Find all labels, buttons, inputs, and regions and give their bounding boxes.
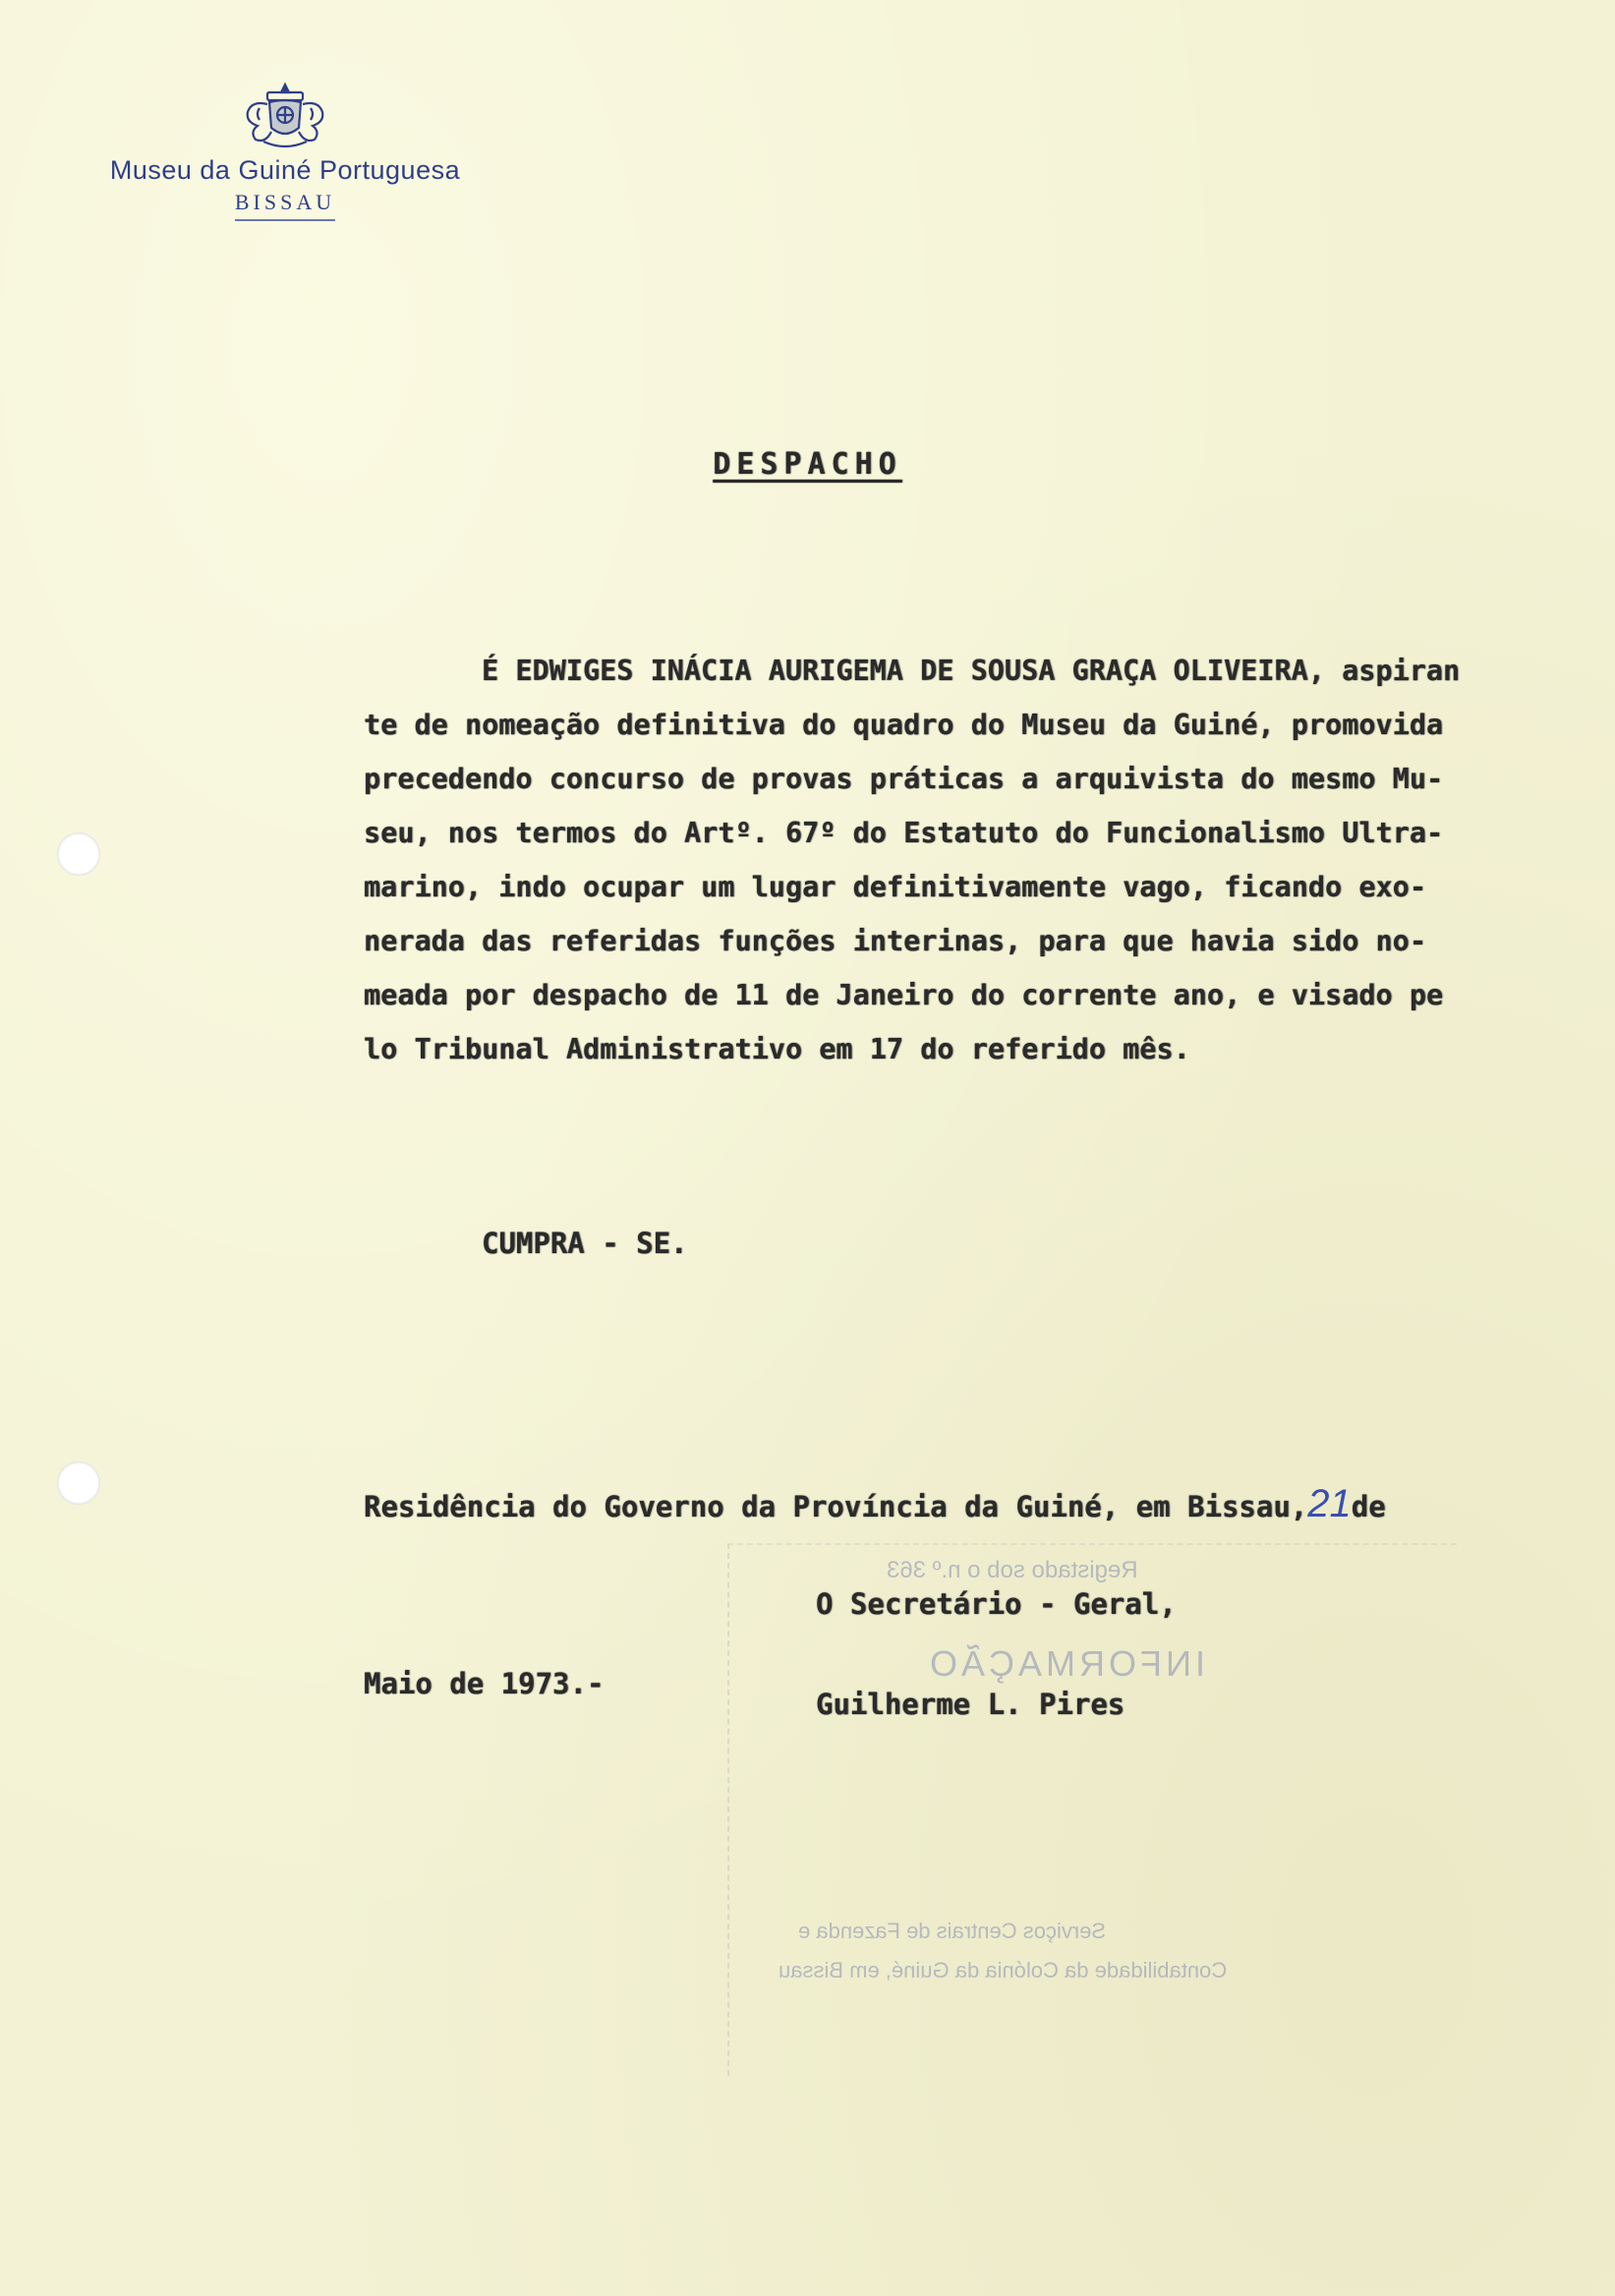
closing-formula: CUMPRA - SE. [482,1227,688,1260]
body-line: marino, indo ocupar um lugar definitivamente vago, ficando exo- [364,871,1426,903]
signatory-title: O Secretário - Geral, [816,1587,1177,1621]
body-line: lo Tribunal Administrativo em 17 do referido mês. [364,1033,1190,1065]
coat-of-arms-icon [238,79,332,153]
signatory-name: Guilherme L. Pires [816,1688,1125,1721]
document-title [0,447,1615,482]
body-line: nerada das referidas funções interinas, para que havia sido no- [364,925,1426,957]
signature-block [816,1587,1177,1721]
stamp-line: Serviços Centrais de Fazenda e [798,1919,1107,1943]
stamp-line: INFORMAÇÃO [926,1643,1206,1684]
body-line: precedendo concurso de provas práticas a arquivista do mesmo Mu- [364,763,1444,795]
document-body [364,644,1607,1076]
place-date-line-1 [364,1474,1386,1536]
punch-hole-bottom [57,1462,100,1505]
place-date-prefix: Residência do Governo da Província da Guiné, em Bissau, [364,1490,1308,1523]
document-title-text: DESPACHO [713,447,902,482]
body-line: seu, nos termos do Artº. 67º do Estatuto do Funcionalismo Ultra- [364,817,1444,849]
body-line: te de nomeação definitiva do quadro do Museu da Guiné, promovida [364,709,1444,741]
punch-hole-top [57,832,100,876]
body-line: meada por despacho de 11 de Janeiro do corrente ano, e visado pe [364,979,1444,1011]
handwritten-day: 21 [1307,1482,1352,1525]
body-line: É EDWIGES INÁCIA AURIGEMA DE SOUSA GRAÇA OLIVEIRA, aspiran [482,655,1461,687]
place-date-suffix: de [1351,1490,1386,1523]
stamp-line: Registado sob o n.º 363 [887,1557,1138,1583]
letterhead [59,79,511,221]
stamp-line: Contabilidade da Colónia da Guiné, em Bissau [779,1958,1228,1982]
organization-name: Museu da Guiné Portuguesa [109,155,461,185]
place-date-line-2: Maio de 1973.- [364,1667,605,1700]
organization-city: BISSAU [235,190,335,221]
